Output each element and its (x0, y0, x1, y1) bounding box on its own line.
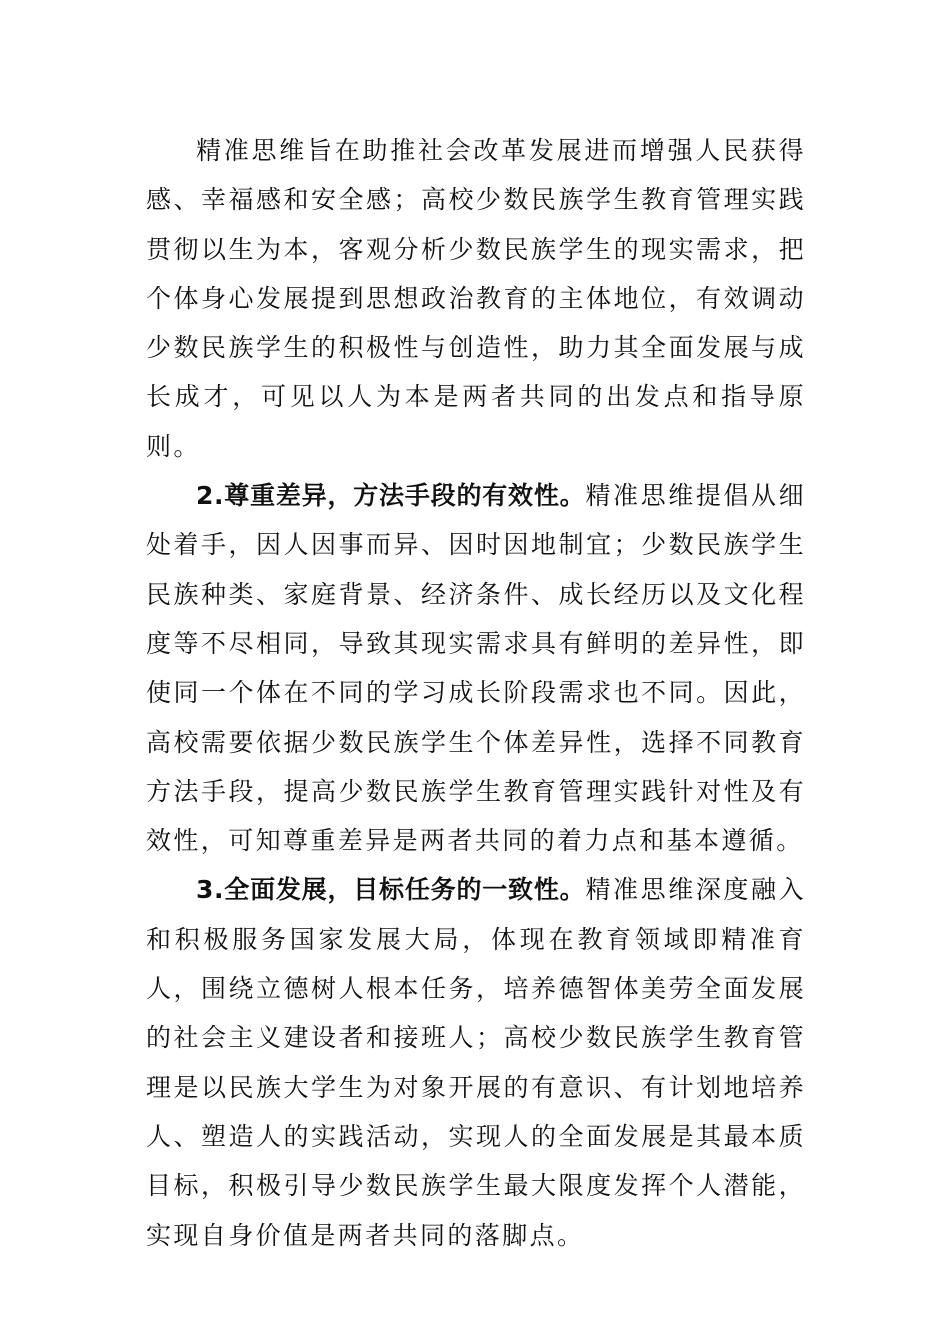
paragraph-respect-differences (146, 471, 806, 865)
paragraph-people-oriented (146, 126, 806, 471)
paragraph-lead: 3.全面发展，目标任务的一致性。 (196, 875, 586, 905)
paragraph-lead: 2.尊重差异，方法手段的有效性。 (196, 481, 586, 511)
paragraph-text: 精准思维旨在助推社会改革发展进而增强人民获得感、幸福感和安全感；高校少数民族学生教育管理实践贯彻以生为本，客观分析少数民族学生的现实需求，把个体身心发展提到思想政治教育的主体地位，有效调动少数民族学生的积极性与创造性，助力其全面发展与成长成才，可见以人为本是两者共同的出发点和指导原则。 (146, 136, 806, 461)
paragraph-text: 精准思维深度融入和积极服务国家发展大局，体现在教育领域即精准育人，围绕立德树人根本任务，培养德智体美劳全面发展的社会主义建设者和接班人；高校少数民族学生教育管理是以民族大学生为对象开展的有意识、有计划地培养人、塑造人的实践活动，实现人的全面发展是其最本质目标，积极引导少数民族学生最大限度发挥个人潜能，实现自身价值是两者共同的落脚点。 (146, 875, 807, 1250)
paragraph-all-round-development (146, 865, 806, 1259)
document-body (146, 126, 806, 1260)
paragraph-text: 精准思维提倡从细处着手，因人因事而异、因时因地制宜；少数民族学生民族种类、家庭背景、经济条件、成长经历以及文化程度等不尽相同，导致其现实需求具有鲜明的差异性，即使同一个体在不同的学习成长阶段需求也不同。因此，高校需要依据少数民族学生个体差异性，选择不同教育方法手段，提高少数民族学生教育管理实践针对性及有效性，可知尊重差异是两者共同的着力点和基本遵循。 (146, 481, 807, 856)
